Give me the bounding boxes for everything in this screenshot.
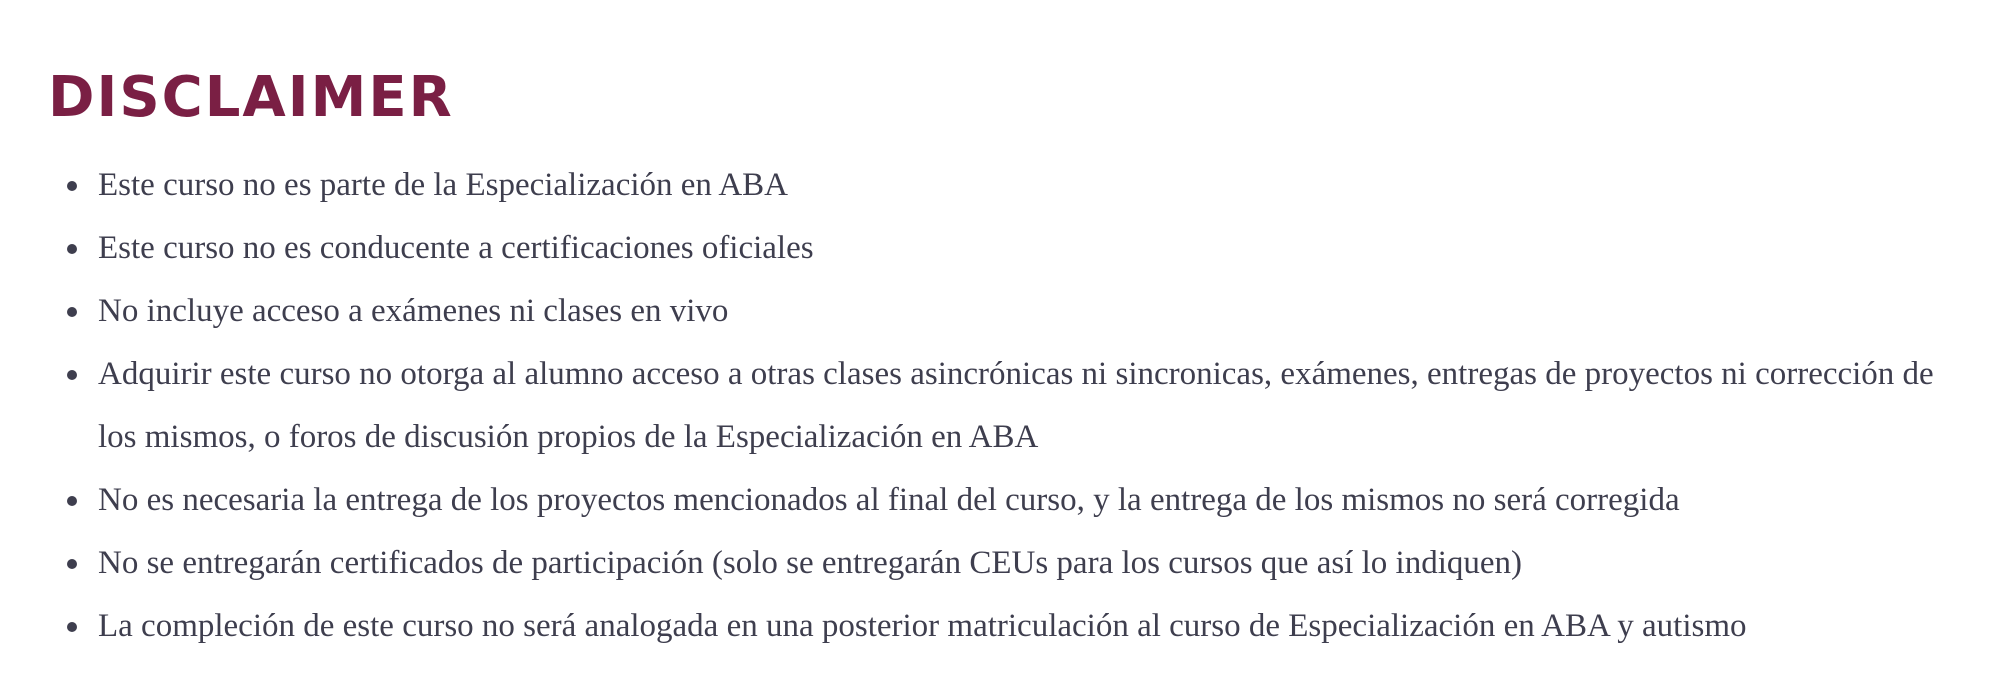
bullet-icon bbox=[67, 307, 77, 317]
list-item bbox=[48, 343, 1968, 469]
bullet-icon bbox=[67, 622, 77, 632]
bullet-icon bbox=[67, 370, 77, 380]
list-item bbox=[48, 154, 1968, 217]
list-item-text: Este curso no es parte de la Especialización en ABA bbox=[98, 167, 789, 203]
list-item-text: No se entregarán certificados de participación (solo se entregarán CEUs para los cursos que así lo indiquen) bbox=[98, 545, 1522, 581]
list-item bbox=[48, 532, 1968, 595]
list-item bbox=[48, 595, 1968, 658]
list-item bbox=[48, 280, 1968, 343]
list-item-text: La compleción de este curso no será analogada en una posterior matriculación al curso de Especialización en ABA y autismo bbox=[98, 608, 1747, 644]
list-item bbox=[48, 469, 1968, 532]
bullet-icon bbox=[67, 181, 77, 191]
list-item bbox=[48, 217, 1968, 280]
bullet-icon bbox=[67, 244, 77, 254]
page-title: DISCLAIMER bbox=[48, 65, 454, 130]
list-item-text: Adquirir este curso no otorga al alumno acceso a otras clases asincrónicas ni sincronicas, exámenes, entregas de proyectos ni corrección de los mismos, o foros de discusión propios de la Especialización en ABA bbox=[98, 356, 1934, 455]
bullet-icon bbox=[67, 496, 77, 506]
bullet-icon bbox=[67, 559, 77, 569]
disclaimer-list bbox=[48, 154, 1968, 658]
list-item-text: No incluye acceso a exámenes ni clases en vivo bbox=[98, 293, 729, 329]
list-item-text: No es necesaria la entrega de los proyectos mencionados al final del curso, y la entrega de los mismos no será corregida bbox=[98, 482, 1680, 518]
disclaimer-section bbox=[48, 58, 1968, 658]
list-item-text: Este curso no es conducente a certificaciones oficiales bbox=[98, 230, 814, 266]
